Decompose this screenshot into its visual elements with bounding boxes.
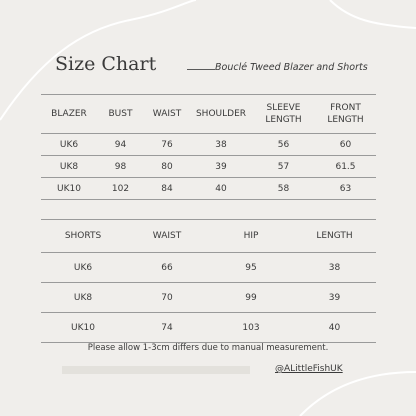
table-cell: 57 [252, 156, 315, 178]
column-header: WAIST [144, 95, 190, 134]
table-cell: 66 [125, 253, 209, 283]
table-header-row [41, 220, 376, 253]
table-cell: 38 [293, 253, 376, 283]
table-cell: 40 [293, 313, 376, 343]
column-header: SHOULDER [190, 95, 252, 134]
table-cell: UK10 [41, 178, 97, 200]
table-cell: 61.5 [315, 156, 376, 178]
table-cell: 94 [97, 134, 144, 156]
column-header: LENGTH [293, 220, 376, 253]
table-row [41, 313, 376, 343]
page-title: Size Chart [55, 53, 157, 75]
table-cell: UK6 [41, 253, 125, 283]
table-row [41, 156, 376, 178]
table-row [41, 178, 376, 200]
table-row [41, 283, 376, 313]
shorts-size-table [41, 219, 376, 343]
column-header: BUST [97, 95, 144, 134]
table-cell: 38 [190, 134, 252, 156]
table-row [41, 253, 376, 283]
social-handle-link[interactable]: @ALittleFishUK [275, 364, 343, 374]
table-cell: 98 [97, 156, 144, 178]
table-cell: 56 [252, 134, 315, 156]
table-cell: 99 [209, 283, 293, 313]
table-cell: 84 [144, 178, 190, 200]
table-cell: 80 [144, 156, 190, 178]
table-header-row [41, 95, 376, 134]
table-cell: 39 [293, 283, 376, 313]
table-cell: 39 [190, 156, 252, 178]
column-header: BLAZER [41, 95, 97, 134]
table-row [41, 134, 376, 156]
column-header: SHORTS [41, 220, 125, 253]
table-cell: 103 [209, 313, 293, 343]
table-cell: UK8 [41, 156, 97, 178]
column-header: SLEEVE LENGTH [252, 95, 315, 134]
column-header: HIP [209, 220, 293, 253]
table-cell: 76 [144, 134, 190, 156]
decorative-bar [62, 366, 250, 374]
table-cell: 74 [125, 313, 209, 343]
table-cell: 70 [125, 283, 209, 313]
table-cell: 58 [252, 178, 315, 200]
blazer-size-table [41, 94, 376, 200]
measurement-note: Please allow 1-3cm differs due to manual measurement. [87, 343, 329, 353]
column-header: FRONT LENGTH [315, 95, 376, 134]
subtitle-rule [187, 69, 215, 70]
table-cell: 40 [190, 178, 252, 200]
table-cell: 102 [97, 178, 144, 200]
column-header: WAIST [125, 220, 209, 253]
table-cell: 63 [315, 178, 376, 200]
table-cell: UK10 [41, 313, 125, 343]
table-cell: 95 [209, 253, 293, 283]
page-subtitle: Bouclé Tweed Blazer and Shorts [215, 62, 368, 73]
table-cell: UK6 [41, 134, 97, 156]
table-cell: 60 [315, 134, 376, 156]
table-cell: UK8 [41, 283, 125, 313]
